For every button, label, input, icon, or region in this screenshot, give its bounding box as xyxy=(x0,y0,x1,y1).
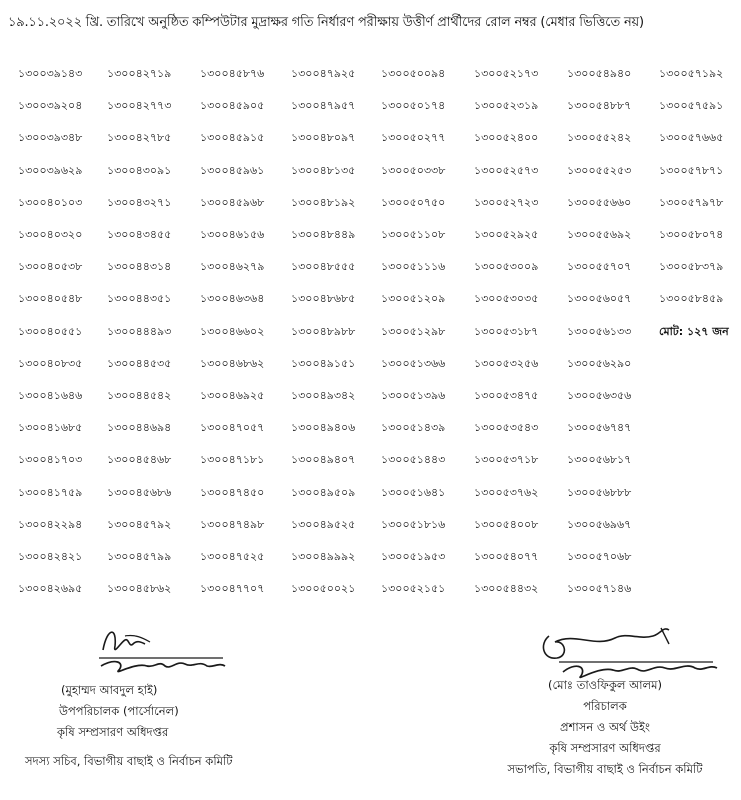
roll-number: ১৩০০৪৬৮৬২ xyxy=(200,356,265,370)
roll-number: ১৩০০৫৪৪৩২ xyxy=(474,582,539,596)
roll-number: ১৩০০৪৭৭০৭ xyxy=(200,582,265,596)
roll-number: ১৩০০৪১৭০৩ xyxy=(18,453,83,467)
roll-number: ১৩০০৪০১০৩ xyxy=(18,195,83,209)
roll-number: ১৩০০৫৭৮৭১ xyxy=(659,163,724,177)
roll-number: ১৩০০৪০৫৫১ xyxy=(18,324,83,338)
roll-number: ১৩০০৪০৩২০ xyxy=(18,228,83,241)
roll-number: ১৩০০৪৫৯১৫ xyxy=(200,131,265,145)
roll-number: ১৩০০৫২৫৭৩ xyxy=(474,163,539,177)
roll-number: ১৩০০৫৬৮৮৮ xyxy=(567,485,632,499)
roll-number: ১৩০০৪৬৩৬৪ xyxy=(200,292,265,306)
roll-number: ১৩০০৪৫৯৬১ xyxy=(200,163,265,177)
roll-number: ১৩০০৫২৪০০ xyxy=(474,131,539,145)
roll-number: ১৩০০৫৮৪৫৯ xyxy=(659,292,724,306)
roll-number: ১৩০০৪৪৩৫১ xyxy=(107,292,172,306)
roll-number: ১৩০০৪২২৯৪ xyxy=(18,517,83,531)
roll-number: ১৩০০৫২৭২৩ xyxy=(474,195,539,209)
roll-number: ১৩০০৪৩২৭১ xyxy=(107,195,172,209)
roll-number: ১৩০০৫২৯২৫ xyxy=(474,228,539,241)
roll-number: ১৩০০৪৫৮৬২ xyxy=(107,582,172,596)
roll-number: ১৩০০৪৫৯০৫ xyxy=(200,99,265,113)
roll-number: ১৩০০৪৪৪৯৩ xyxy=(107,324,172,338)
roll-number: ১৩০০৩৯৬২৯ xyxy=(18,163,83,177)
signatory-left xyxy=(25,680,233,772)
roll-number: ১৩০০৫৭১৯২ xyxy=(659,67,724,80)
roll-number: ১৩০০৩৯২০৪ xyxy=(18,99,83,113)
roll-number: ১৩০০৫১৯৫৩ xyxy=(381,550,446,563)
roll-number: ১৩০০৫১২৯৮ xyxy=(381,324,446,338)
signatory-right-committee-role: সভাপতি, বিভাগীয় বাছাই ও নির্বাচন কমিটি xyxy=(507,762,703,776)
roll-number: ১৩০০৪৮৬৮৫ xyxy=(291,292,356,306)
roll-number: ১৩০০৪৩৪৫৫ xyxy=(107,228,172,241)
roll-number: ১৩০০৪৮০৯৭ xyxy=(291,131,356,145)
roll-number: ১৩০০৫০৭৫০ xyxy=(381,195,446,209)
roll-number: ১৩০০৫১৬৪১ xyxy=(381,485,446,499)
roll-number: ১৩০০৫৪০৭৭ xyxy=(474,550,539,563)
roll-number: ১৩০০৫৭০৬৮ xyxy=(567,550,632,563)
roll-number: ১৩০০৪৮৪৪৯ xyxy=(291,228,356,241)
roll-number: ১৩০০৪৬৯২৫ xyxy=(200,389,265,402)
roll-number: ১৩০০৫১৩৯৬ xyxy=(381,389,446,402)
roll-number: ১৩০০৫৬০৫৭ xyxy=(567,292,632,306)
roll-number: ১৩০০৪২৪২১ xyxy=(18,550,83,563)
roll-number: ১৩০০৩৯৩৪৮ xyxy=(18,131,83,145)
roll-number: ১৩০০৪৯৩৪২ xyxy=(291,389,356,402)
roll-number: ১৩০০৪৪৬৯৪ xyxy=(107,421,172,435)
roll-number: ১৩০০৪৫৮৭৬ xyxy=(200,67,265,80)
roll-number: ১৩০০৫৫৬৯২ xyxy=(567,228,632,241)
roll-number: ১৩০০৪৭৯২৫ xyxy=(291,67,356,80)
roll-number: ১৩০০৫০০২১ xyxy=(291,582,356,596)
roll-number: ১৩০০৫৪০০৮ xyxy=(474,517,539,531)
roll-number: ১৩০০৫০৩৩৮ xyxy=(381,163,446,177)
signatory-right-designation: পরিচালক xyxy=(583,699,627,713)
signatory-right-name: (মোঃ তাওফিকুল আলম) xyxy=(548,678,662,692)
roll-number: ১৩০০৫০০৯৪ xyxy=(381,67,446,80)
roll-number: ১৩০০৪২৭৭৩ xyxy=(107,99,172,113)
roll-number: ১৩০০৪৬১৫৬ xyxy=(200,228,265,241)
roll-number: ১৩০০৫১১০৮ xyxy=(381,228,446,241)
roll-number: ১৩০০৫২৩১৯ xyxy=(474,99,539,113)
roll-number: ১৩০০৫৫৬৬০ xyxy=(567,195,632,209)
roll-number: ১৩০০৫৮০৭৪ xyxy=(659,228,724,241)
roll-number: ১৩০০৪৩০৯১ xyxy=(107,163,172,177)
roll-number: ১৩০০৫৩৭৬২ xyxy=(474,485,539,499)
roll-number: ১৩০০৪৬২৭৯ xyxy=(200,260,265,274)
roll-number: ১৩০০৫০১৭৪ xyxy=(381,99,446,113)
roll-number: ১৩০০৫৬৩৫৬ xyxy=(567,389,632,402)
signatory-left-name: (মুহাম্মদ আবদুল হাই) xyxy=(61,683,158,697)
roll-number: ১৩০০৪৭৯৫৭ xyxy=(291,99,356,113)
signatory-right-wing: প্রশাসন ও অর্থ উইং xyxy=(560,720,650,734)
roll-number: ১৩০০৪২৭১৯ xyxy=(107,67,172,80)
roll-number: ১৩০০৪৫৭৯৯ xyxy=(107,550,172,563)
roll-number: ১৩০০৫০২৭৭ xyxy=(381,131,446,145)
roll-number: ১৩০০৫৩০০৯ xyxy=(474,260,539,274)
roll-number: ১৩০০৪৯৪০৬ xyxy=(291,421,356,435)
roll-number: ১৩০০৪০৫৪৮ xyxy=(18,292,83,306)
roll-number: ১৩০০৫৮৩৭৯ xyxy=(659,260,724,274)
roll-number: ১৩০০৪৯৪০৭ xyxy=(291,453,356,467)
roll-number: ১৩০০৪৭০৫৭ xyxy=(200,421,265,435)
roll-number: ১৩০০৪৬৬০২ xyxy=(200,324,265,338)
roll-number: ১৩০০৪৯৯৯২ xyxy=(291,550,356,563)
roll-number: ১৩০০৫৫২৫৩ xyxy=(567,163,632,177)
roll-number: ১৩০০৪৮১৩৫ xyxy=(291,163,356,177)
roll-number: ১৩০০৫৬২৯০ xyxy=(567,356,632,370)
roll-number: ১৩০০৫১২০৯ xyxy=(381,292,446,306)
roll-number: ১৩০০৫৫২৪২ xyxy=(567,131,632,145)
roll-number: ১৩০০৪৪৫৩৫ xyxy=(107,356,172,370)
signatory-left-designation: উপপরিচালক (পার্সোনেল) xyxy=(59,704,179,718)
roll-number: ১৩০০৫৬৯৬৭ xyxy=(567,517,632,531)
page-title: ১৯.১১.২০২২ খ্রি. তারিখে অনুষ্ঠিত কম্পিউটার মুদ্রাক্ষর গতি নির্ধারণ পরীক্ষায় উত্তীর্ণ প্রার্থীদের রোল নম্বর (মেধার ভিত্তিতে নয়) xyxy=(8,15,644,30)
roll-number: ১৩০০৫৫৭০৭ xyxy=(567,260,632,274)
roll-number: ১৩০০৪৭৪৫০ xyxy=(200,485,265,499)
roll-number: ১৩০০৪৫৯৬৮ xyxy=(200,195,265,209)
roll-number: ১৩০০৫৪৯৪০ xyxy=(567,67,632,80)
roll-number: ১৩০০৪৮৯৮৮ xyxy=(291,324,356,338)
roll-number: ১৩০০৪৯৫২৫ xyxy=(291,517,356,531)
roll-number: ১৩০০৫৩৫৪৩ xyxy=(474,421,539,435)
roll-number: ১৩০০৫১১১৬ xyxy=(381,260,446,274)
roll-number: ১৩০০৫৪৮৮৭ xyxy=(567,99,632,113)
roll-number: ১৩০০৫৩০৩৫ xyxy=(474,292,539,306)
roll-number: ১৩০০৩৯১৪৩ xyxy=(18,67,83,80)
signatory-left-office: কৃষি সম্প্রসারণ অধিদপ্তর xyxy=(57,725,169,739)
signature-left xyxy=(95,622,230,680)
roll-number: ১৩০০৫৭৬৬৫ xyxy=(659,131,724,145)
roll-number: ১৩০০৫২১৭৩ xyxy=(474,67,539,80)
signatory-right xyxy=(485,675,725,780)
roll-number: ১৩০০৪৫৭৯২ xyxy=(107,517,172,531)
roll-number: ১৩০০৫৩৪৭৫ xyxy=(474,389,539,402)
roll-number: ১৩০০৪৮৫৫৫ xyxy=(291,260,356,274)
roll-number: ১৩০০৪৮১৯২ xyxy=(291,195,356,209)
roll-number: ১৩০০৫১৪৩৯ xyxy=(381,421,446,435)
roll-number: ১৩০০৫৬৭৪৭ xyxy=(567,421,632,435)
roll-number: ১৩০০৫২১৫১ xyxy=(381,582,446,596)
roll-number: ১৩০০৫১৩৬৬ xyxy=(381,356,446,370)
roll-number: ১৩০০৪৪৩১৪ xyxy=(107,260,172,274)
roll-number: ১৩০০৪৭৫২৫ xyxy=(200,550,265,563)
roll-number: ১৩০০৪১৭৫৯ xyxy=(18,485,83,499)
roll-number: ১৩০০৪৫৪৬৮ xyxy=(107,453,172,467)
total-count: মোট: ১২৭ জন xyxy=(659,324,729,338)
roll-number: ১৩০০৫৬৮১৭ xyxy=(567,453,632,467)
signatory-left-committee-role: সদস্য সচিব, বিভাগীয় বাছাই ও নির্বাচন কমিটি xyxy=(25,754,233,768)
roll-number: ১৩০০৪৭৪৯৮ xyxy=(200,517,265,531)
roll-number: ১৩০০৪৯১৫১ xyxy=(291,356,356,370)
signatory-right-office: কৃষি সম্প্রসারণ অধিদপ্তর xyxy=(549,741,661,755)
roll-number: ১৩০০৪৯৫০৯ xyxy=(291,485,356,499)
roll-number: ১৩০০৪০৮৩৫ xyxy=(18,356,83,370)
roll-number: ১৩০০৫৭৫৯১ xyxy=(659,99,724,113)
roll-number: ১৩০০৫১৪৪৩ xyxy=(381,453,446,467)
roll-number: ১৩০০৪০৫৩৮ xyxy=(18,260,83,274)
roll-number: ১৩০০৪৭১৮১ xyxy=(200,453,265,467)
roll-number: ১৩০০৫৭৯৭৮ xyxy=(659,195,724,209)
roll-number: ১৩০০৫৩২৫৬ xyxy=(474,356,539,370)
roll-number: ১৩০০৫৩৭১৮ xyxy=(474,453,539,467)
roll-number: ১৩০০৪১৬৪৬ xyxy=(18,389,83,402)
roll-number: ১৩০০৫১৮১৬ xyxy=(381,517,446,531)
roll-number: ১৩০০৪২৭৮৫ xyxy=(107,131,172,145)
roll-number: ১৩০০৪১৬৮৫ xyxy=(18,421,83,435)
roll-number: ১৩০০৫৬১৩৩ xyxy=(567,324,632,338)
roll-number: ১৩০০৪৫৬৮৬ xyxy=(107,485,172,499)
roll-number: ১৩০০৪৪৫৪২ xyxy=(107,389,172,402)
roll-number: ১৩০০৫৩১৮৭ xyxy=(474,324,539,338)
roll-number: ১৩০০৫৭১৪৬ xyxy=(567,582,632,596)
roll-number: ১৩০০৪২৬৯৫ xyxy=(18,582,83,596)
